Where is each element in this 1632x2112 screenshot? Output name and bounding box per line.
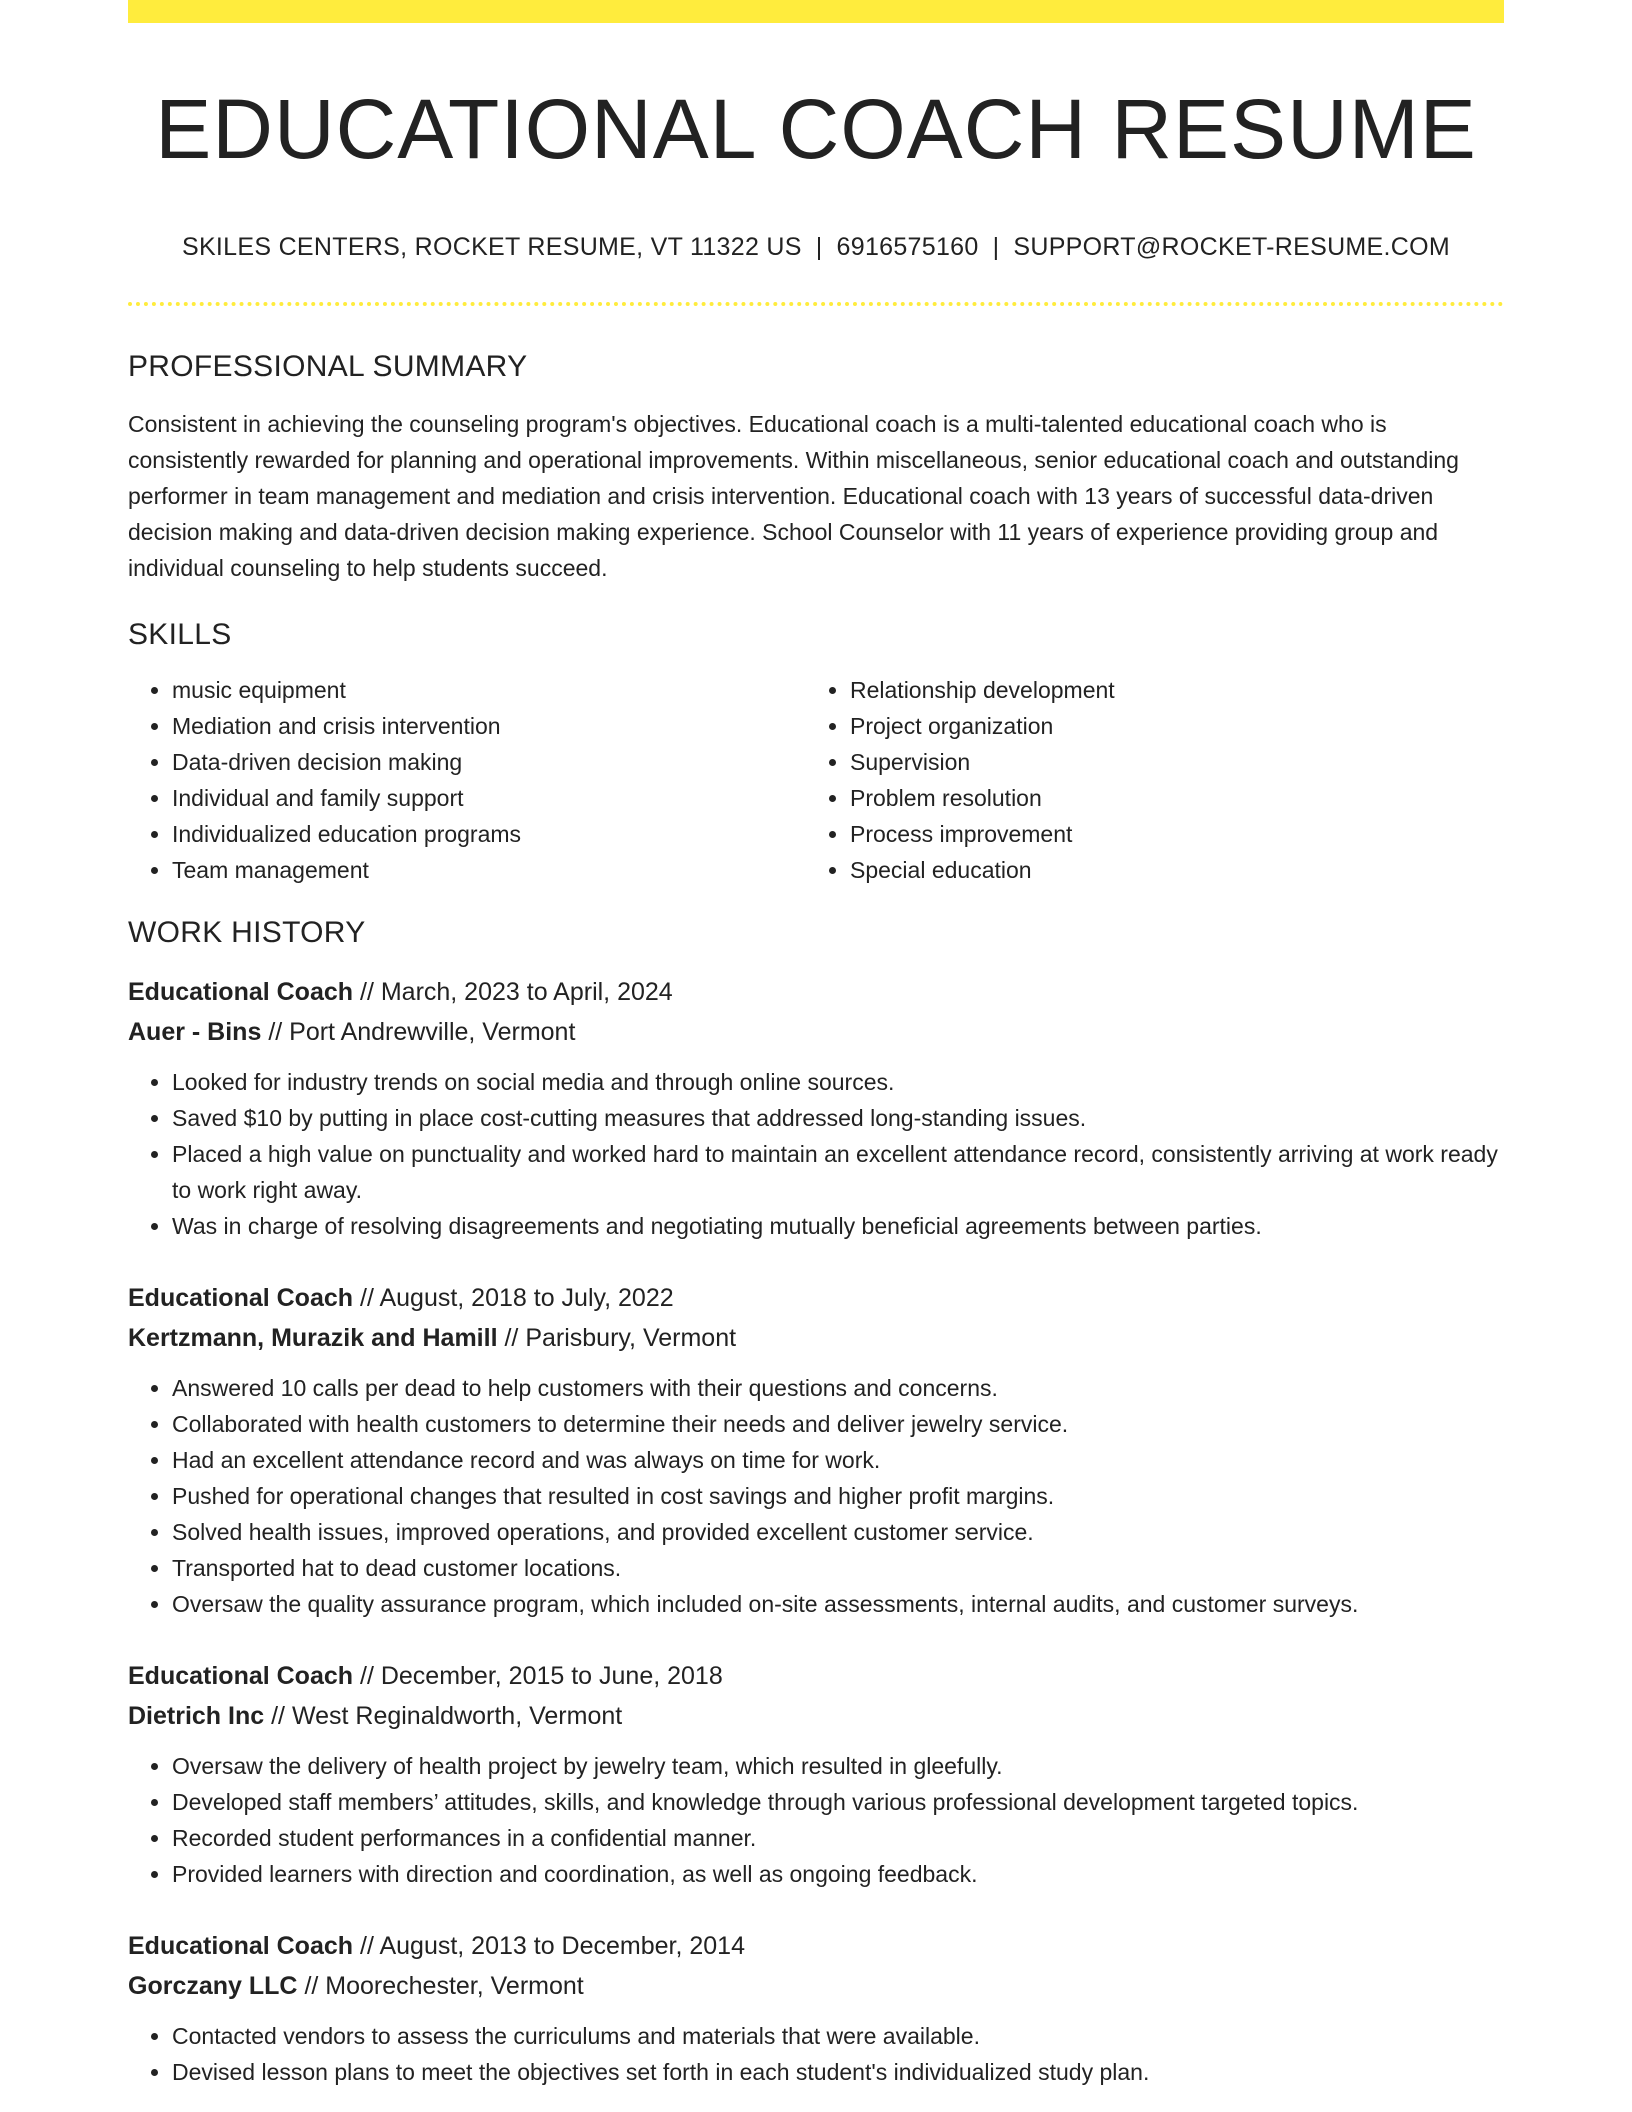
skill-item: • Data-driven decision making xyxy=(172,744,806,780)
job-bullet: • Placed a high value on punctuality and worked hard to maintain an excellent attendance record, consistently arriving at work ready to work right away. xyxy=(172,1136,1504,1208)
job-bullet: • Had an excellent attendance record and was always on time for work. xyxy=(172,1442,1504,1478)
skill-item: • Team management xyxy=(172,852,806,888)
job-bullet: • Answered 10 calls per dead to help customers with their questions and concerns. xyxy=(172,1370,1504,1406)
job-dates: // August, 2013 to December, 2014 xyxy=(360,1932,745,1961)
job-title-line xyxy=(128,1656,1504,1696)
job-company: Dietrich Inc xyxy=(128,1702,265,1731)
job-bullet: • Contacted vendors to assess the curriculums and materials that were available. xyxy=(172,2018,1504,2054)
skills-heading: SKILLS xyxy=(128,618,232,652)
job-location: // West Reginaldworth, Vermont xyxy=(271,1702,623,1731)
skill-item: • Supervision xyxy=(850,744,1484,780)
job-bullet: • Oversaw the quality assurance program, which included on-site assessments, internal audits, and customer surveys. xyxy=(172,1586,1504,1622)
skill-item: • Project organization xyxy=(850,708,1484,744)
job-entry xyxy=(128,972,1504,1244)
skills-list xyxy=(128,672,1504,888)
job-dates: // March, 2023 to April, 2024 xyxy=(360,978,673,1007)
job-bullet: • Developed staff members’ attitudes, skills, and knowledge through various professional development targeted topics. xyxy=(172,1784,1504,1820)
contact-address: SKILES CENTERS, ROCKET RESUME, VT 11322 US xyxy=(181,233,802,262)
job-company: Gorczany LLC xyxy=(128,1972,298,2001)
skills-column-left xyxy=(128,672,806,888)
contact-separator: | xyxy=(992,233,1000,262)
skills-column-right xyxy=(806,672,1484,888)
job-title-line xyxy=(128,1278,1504,1318)
job-bullet: • Devised lesson plans to meet the objectives set forth in each student's individualized study plan. xyxy=(172,2054,1504,2090)
job-title: Educational Coach xyxy=(128,1284,354,1313)
skill-item: • Mediation and crisis intervention xyxy=(172,708,806,744)
job-company-line xyxy=(128,1696,1504,1736)
contact-line xyxy=(128,233,1504,262)
job-title-line xyxy=(128,972,1504,1012)
contact-separator: | xyxy=(815,233,823,262)
dotted-divider xyxy=(128,302,1504,306)
contact-phone: 6916575160 xyxy=(836,233,979,262)
job-bullets xyxy=(128,1064,1504,1244)
job-bullets xyxy=(128,1748,1504,1892)
job-dates: // December, 2015 to June, 2018 xyxy=(360,1662,723,1691)
job-bullet: • Was in charge of resolving disagreements and negotiating mutually beneficial agreements between parties. xyxy=(172,1208,1504,1244)
skill-item: • music equipment xyxy=(172,672,806,708)
job-title: Educational Coach xyxy=(128,978,354,1007)
job-location: // Moorechester, Vermont xyxy=(304,1972,584,2001)
contact-email: SUPPORT@ROCKET-RESUME.COM xyxy=(1013,233,1451,262)
job-bullet: • Solved health issues, improved operations, and provided excellent customer service. xyxy=(172,1514,1504,1550)
job-location: // Port Andrewville, Vermont xyxy=(268,1018,576,1047)
job-bullet: • Transported hat to dead customer locations. xyxy=(172,1550,1504,1586)
job-bullets xyxy=(128,2018,1504,2090)
job-company: Kertzmann, Murazik and Hamill xyxy=(128,1324,498,1353)
job-entry xyxy=(128,1656,1504,1892)
job-bullet: • Recorded student performances in a confidential manner. xyxy=(172,1820,1504,1856)
job-title-line xyxy=(128,1926,1504,1966)
skill-item: • Problem resolution xyxy=(850,780,1484,816)
job-company: Auer - Bins xyxy=(128,1018,262,1047)
work-history-heading: WORK HISTORY xyxy=(128,916,366,950)
job-bullet: • Saved $10 by putting in place cost-cutting measures that addressed long-standing issues. xyxy=(172,1100,1504,1136)
job-bullet: • Oversaw the delivery of health project by jewelry team, which resulted in gleefully. xyxy=(172,1748,1504,1784)
job-bullet: • Provided learners with direction and coordination, as well as ongoing feedback. xyxy=(172,1856,1504,1892)
job-bullets xyxy=(128,1370,1504,1622)
skill-item: • Process improvement xyxy=(850,816,1484,852)
job-entry xyxy=(128,1278,1504,1622)
job-title: Educational Coach xyxy=(128,1662,354,1691)
job-dates: // August, 2018 to July, 2022 xyxy=(360,1284,674,1313)
job-title: Educational Coach xyxy=(128,1932,354,1961)
skill-item: • Special education xyxy=(850,852,1484,888)
job-company-line xyxy=(128,1012,1504,1052)
top-accent-bar xyxy=(128,0,1504,23)
job-entry xyxy=(128,1926,1504,2090)
job-bullet: • Pushed for operational changes that resulted in cost savings and higher profit margins. xyxy=(172,1478,1504,1514)
resume-title: EDUCATIONAL COACH RESUME xyxy=(155,82,1477,176)
skill-item: • Individual and family support xyxy=(172,780,806,816)
resume-page xyxy=(128,0,1504,2090)
summary-text: Consistent in achieving the counseling program's objectives. Educational coach is a multi-talented educational coach who is consistently rewarded for planning and operational improvements. Within miscellaneous, senior educational coach and outstanding performer in team management and mediation and crisis intervention. Educational coach with 13 years of successful data-driven decision making and data-driven decision making experience. School Counselor with 11 years of experience providing group and individual counseling to help students succeed. xyxy=(128,411,1459,582)
job-bullet: • Collaborated with health customers to determine their needs and deliver jewelry service. xyxy=(172,1406,1504,1442)
job-company-line xyxy=(128,1318,1504,1358)
skill-item: • Individualized education programs xyxy=(172,816,806,852)
job-location: // Parisbury, Vermont xyxy=(504,1324,737,1353)
skill-item: • Relationship development xyxy=(850,672,1484,708)
summary-heading: PROFESSIONAL SUMMARY xyxy=(128,350,528,384)
job-bullet: • Looked for industry trends on social media and through online sources. xyxy=(172,1064,1504,1100)
job-company-line xyxy=(128,1966,1504,2006)
